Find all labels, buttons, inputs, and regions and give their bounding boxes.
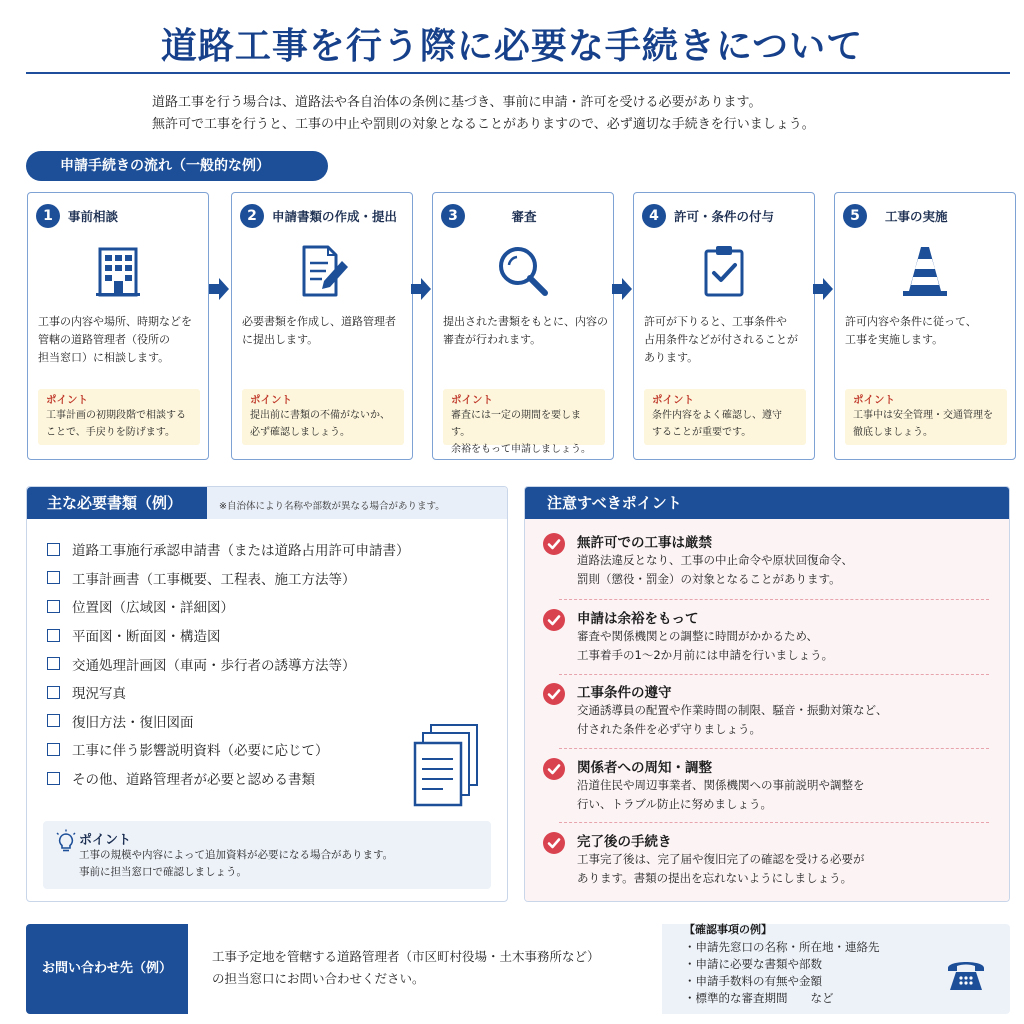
step-point-line: 工事計画の初期段階で相談する (46, 410, 186, 421)
check-circle-icon (543, 832, 565, 854)
document-label: 道路工事施行承認申請書（または道路占用許可申請書） (72, 543, 410, 560)
contact-text (212, 946, 652, 990)
step-desc-line: に提出します。 (242, 333, 319, 346)
document-item (47, 707, 410, 736)
step-2 (231, 192, 413, 460)
check-circle-icon (543, 533, 565, 555)
document-label: 平面図・断面図・構造図 (72, 629, 221, 646)
step-description (845, 313, 1011, 349)
step-desc-line: 提出された書類をもとに、内容の (443, 315, 608, 328)
caution-text (577, 551, 987, 589)
caution-text (577, 850, 987, 888)
flow-heading: 申請手続きの流れ（一般的な例） (26, 151, 328, 181)
contact-text-line: 工事予定地を管轄する道路管理者（市区町村役場・土木事務所など） (212, 949, 600, 964)
step-number: 1 (36, 204, 60, 228)
checkbox[interactable] (47, 686, 60, 699)
confirm-item: ・申請に必要な書類や部数 (684, 957, 822, 971)
contact-main (188, 924, 662, 1014)
checkbox[interactable] (47, 629, 60, 642)
checkbox[interactable] (47, 743, 60, 756)
caution-text-line: 罰則（懲役・罰金）の対象となることがあります。 (577, 572, 841, 586)
caution-text (577, 701, 987, 739)
contact-label: お問い合わせ先（例） (26, 924, 188, 1014)
step-point-line: 条件内容をよく確認し、遵守 (652, 410, 782, 421)
step-point-line: することが重要です。 (652, 427, 752, 438)
document-label: 工事計画書（工事概要、工程表、施工方法等） (72, 571, 356, 588)
step-number: 2 (240, 204, 264, 228)
confirm-item: ・申請先窓口の名称・所在地・連絡先 (684, 940, 880, 954)
step-point-line: 工事中は安全管理・交通管理を (853, 410, 993, 421)
step-point-line: 余裕をもって申請しましょう。 (451, 444, 591, 455)
document-item (47, 535, 410, 564)
checkbox[interactable] (47, 571, 60, 584)
caution-title: 工事条件の遵守 (577, 685, 672, 701)
document-item (47, 649, 410, 678)
check-circle-icon (543, 609, 565, 631)
step-description (38, 313, 204, 367)
step-desc-line: 許可内容や条件に従って、 (845, 315, 977, 328)
caution-text (577, 776, 987, 814)
step-point-line: 徹底しましょう。 (853, 427, 933, 438)
arrow-right-icon (209, 278, 229, 300)
caution-text-line: 沿道住民や周辺事業者、関係機関への事前説明や調整を (577, 778, 865, 792)
step-number: 3 (441, 204, 465, 228)
caution-body (525, 519, 1009, 901)
documents-point-box (43, 821, 491, 889)
step-desc-line: 担当窓口）に相談します。 (38, 351, 170, 364)
contact-text-line: の担当窓口にお問い合わせください。 (212, 971, 425, 986)
step-point-label: ポイント (652, 394, 694, 406)
step-point-line: 必ず確認しましょう。 (250, 427, 350, 438)
step-5 (834, 192, 1016, 460)
document-item (47, 592, 410, 621)
caution-text-line: 審査や関係機関との調整に時間がかかるため、 (577, 629, 819, 643)
checkbox[interactable] (47, 772, 60, 785)
document-label: 交通処理計画図（車両・歩行者の誘導方法等） (72, 657, 356, 674)
documents-stack-icon (411, 723, 481, 809)
check-circle-icon (543, 683, 565, 705)
required-documents-panel (26, 486, 508, 902)
step-point-box (443, 389, 605, 455)
step-title: 審査 (511, 209, 537, 224)
documents-point-line: 事前に担当窓口で確認しましょう。 (79, 866, 247, 878)
documents-point-line: 工事の規模や内容によって追加資料が必要になる場合があります。 (79, 849, 394, 861)
caution-divider (559, 748, 989, 749)
step-3 (432, 192, 614, 460)
caution-divider (559, 822, 989, 823)
flow-steps (27, 192, 1011, 462)
caution-text-line: 行い、トラブル防止に努めましょう。 (577, 797, 773, 811)
step-point-box (242, 389, 404, 445)
intro-line-2: 無許可で工事を行うと、工事の中止や罰則の対象となることがありますので、必ず適切な手続きを行いましょう。 (152, 117, 815, 132)
documents-point-text (79, 847, 393, 881)
documents-heading: 主な必要書類（例） (27, 487, 207, 519)
step-number: 4 (642, 204, 666, 228)
step-title: 許可・条件の付与 (674, 209, 775, 224)
checkbox[interactable] (47, 543, 60, 556)
clipboard-check-icon (694, 241, 754, 301)
confirm-list (684, 939, 880, 1007)
step-point-label: ポイント (451, 394, 493, 406)
document-label: その他、道路管理者が必要と認める書類 (72, 772, 315, 789)
step-point-box (845, 389, 1007, 445)
caution-text-line: 工事完了後は、完了届や復旧完了の確認を受ける必要が (577, 852, 865, 866)
step-description (242, 313, 408, 349)
check-circle-icon (543, 758, 565, 780)
contact-section (26, 924, 1010, 1014)
checkbox[interactable] (47, 600, 60, 613)
document-item (47, 735, 410, 764)
title-divider (26, 72, 1010, 74)
step-desc-line: 審査が行われます。 (443, 333, 542, 346)
step-desc-line: 占用条件などが付されることが (644, 333, 798, 346)
checkbox[interactable] (47, 657, 60, 670)
step-4 (633, 192, 815, 460)
document-label: 位置図（広域図・詳細図） (72, 600, 234, 617)
caution-points-panel (524, 486, 1010, 902)
step-title: 申請書類の作成・提出 (272, 209, 398, 224)
arrow-right-icon (612, 278, 632, 300)
document-item (47, 564, 410, 593)
page-title: 道路工事を行う際に必要な手続きについて (160, 26, 864, 67)
caution-text-line: 工事着手の1～2か月前には申請を行いましょう。 (577, 648, 834, 662)
lightbulb-icon (55, 829, 77, 855)
documents-point-label: ポイント (79, 833, 132, 848)
building-icon (88, 241, 148, 301)
caution-divider (559, 674, 989, 675)
step-description (644, 313, 810, 367)
document-label: 現況写真 (72, 686, 126, 703)
document-item (47, 764, 410, 793)
document-item (47, 621, 410, 650)
document-item (47, 678, 410, 707)
caution-title: 申請は余裕をもって (577, 611, 699, 627)
step-point-box (38, 389, 200, 445)
intro-text (152, 92, 972, 136)
telephone-icon (944, 954, 988, 994)
step-title: 事前相談 (68, 209, 119, 224)
confirm-title: 【確認事項の例】 (684, 923, 772, 936)
checkbox[interactable] (47, 714, 60, 727)
document-pen-icon (292, 241, 352, 301)
caution-title: 無許可での工事は厳禁 (577, 535, 712, 551)
confirm-item: ・申請手数料の有無や金額 (684, 974, 822, 988)
step-desc-line: 必要書類を作成し、道路管理者 (242, 315, 396, 328)
caution-text-line: 付された条件を必ず守りましょう。 (577, 722, 761, 736)
arrow-right-icon (411, 278, 431, 300)
step-point-label: ポイント (46, 394, 88, 406)
step-point-label: ポイント (250, 394, 292, 406)
step-desc-line: あります。 (644, 351, 699, 364)
caution-text-line: あります。書類の提出を忘れないようにしましょう。 (577, 871, 853, 885)
step-title: 工事の実施 (885, 209, 948, 224)
step-point-line: 提出前に書類の不備がないか、 (250, 410, 390, 421)
traffic-cone-icon (895, 241, 955, 301)
caution-text (577, 627, 987, 665)
documents-list (47, 535, 410, 792)
step-desc-line: 工事を実施します。 (845, 333, 944, 346)
step-point-line: 審査には一定の期間を要します。 (451, 410, 581, 438)
caution-text-line: 道路法違反となり、工事の中止命令や原状回復命令、 (577, 553, 853, 567)
step-point-line: ことで、手戻りを防げます。 (46, 427, 175, 438)
step-desc-line: 許可が下りると、工事条件や (644, 315, 787, 328)
caution-text-line: 交通誘導員の配置や作業時間の制限、騒音・振動対策など、 (577, 703, 888, 717)
caution-title: 完了後の手続き (577, 834, 672, 850)
step-point-box (644, 389, 806, 445)
step-desc-line: 工事の内容や場所、時期などを (38, 315, 192, 328)
step-description (443, 313, 609, 349)
step-desc-line: 管轄の道路管理者（役所の (38, 333, 170, 346)
caution-heading: 注意すべきポイント (525, 487, 1009, 519)
confirm-item: ・標準的な審査期間 など (684, 991, 834, 1005)
step-number: 5 (843, 204, 867, 228)
document-label: 工事に伴う影響説明資料（必要に応じて） (72, 743, 329, 760)
arrow-right-icon (813, 278, 833, 300)
magnifier-icon (493, 241, 553, 301)
document-label: 復旧方法・復旧図面 (72, 714, 194, 731)
step-point-label: ポイント (853, 394, 895, 406)
caution-title: 関係者への周知・調整 (577, 760, 712, 776)
documents-note: ※自治体により名称や部数が異なる場合があります。 (219, 501, 445, 512)
step-1 (27, 192, 209, 460)
intro-line-1: 道路工事を行う場合は、道路法や各自治体の条例に基づき、事前に申請・許可を受ける必要があります。 (152, 95, 762, 110)
caution-divider (559, 599, 989, 600)
